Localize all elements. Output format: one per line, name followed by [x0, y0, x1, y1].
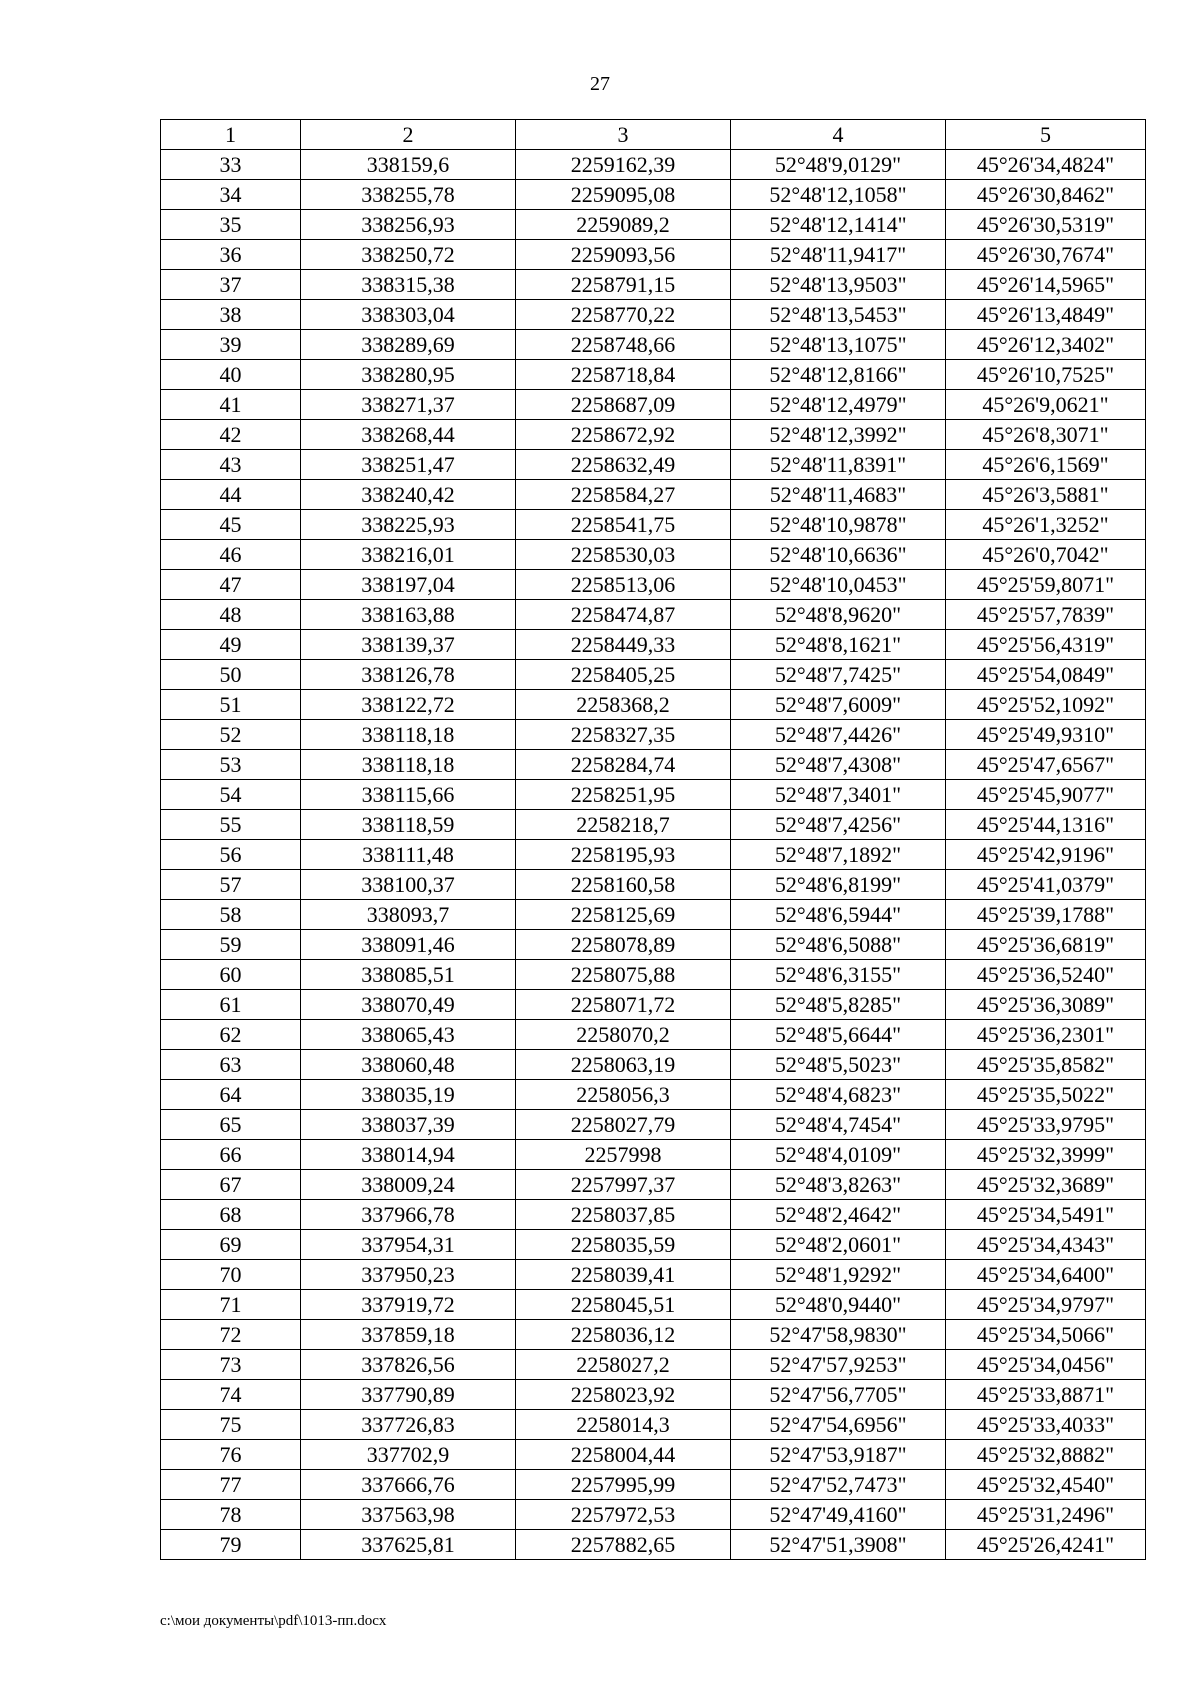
- x-coordinate-cell: 338256,93: [301, 210, 516, 240]
- latitude-cell: 52°48'12,8166": [731, 360, 946, 390]
- point-number-cell: 75: [161, 1410, 301, 1440]
- table-row: [161, 960, 1146, 990]
- point-number-cell: 47: [161, 570, 301, 600]
- y-coordinate-cell: 2258530,03: [516, 540, 731, 570]
- table-row: [161, 900, 1146, 930]
- point-number-cell: 35: [161, 210, 301, 240]
- latitude-cell: 52°48'5,6644": [731, 1020, 946, 1050]
- point-number-cell: 59: [161, 930, 301, 960]
- longitude-cell: 45°25'34,5491": [946, 1200, 1146, 1230]
- latitude-cell: 52°47'56,7705": [731, 1380, 946, 1410]
- table-row: [161, 240, 1146, 270]
- x-coordinate-cell: 337702,9: [301, 1440, 516, 1470]
- longitude-cell: 45°26'3,5881": [946, 480, 1146, 510]
- point-number-cell: 38: [161, 300, 301, 330]
- table-row: [161, 750, 1146, 780]
- longitude-cell: 45°25'36,5240": [946, 960, 1146, 990]
- latitude-cell: 52°47'53,9187": [731, 1440, 946, 1470]
- y-coordinate-cell: 2258027,2: [516, 1350, 731, 1380]
- y-coordinate-cell: 2258195,93: [516, 840, 731, 870]
- latitude-cell: 52°48'13,5453": [731, 300, 946, 330]
- point-number-cell: 52: [161, 720, 301, 750]
- y-coordinate-cell: 2258251,95: [516, 780, 731, 810]
- x-coordinate-cell: 338115,66: [301, 780, 516, 810]
- latitude-cell: 52°48'9,0129": [731, 150, 946, 180]
- x-coordinate-cell: 337726,83: [301, 1410, 516, 1440]
- table-row: [161, 360, 1146, 390]
- table-row: [161, 1140, 1146, 1170]
- y-coordinate-cell: 2258063,19: [516, 1050, 731, 1080]
- table-row: [161, 180, 1146, 210]
- point-number-cell: 34: [161, 180, 301, 210]
- x-coordinate-cell: 337919,72: [301, 1290, 516, 1320]
- column-header-point: 1: [161, 120, 301, 150]
- latitude-cell: 52°48'7,3401": [731, 780, 946, 810]
- longitude-cell: 45°25'36,2301": [946, 1020, 1146, 1050]
- y-coordinate-cell: 2258023,92: [516, 1380, 731, 1410]
- point-number-cell: 67: [161, 1170, 301, 1200]
- latitude-cell: 52°48'5,5023": [731, 1050, 946, 1080]
- table-row: [161, 540, 1146, 570]
- x-coordinate-cell: 338216,01: [301, 540, 516, 570]
- column-header-longitude: 5: [946, 120, 1146, 150]
- table-row: [161, 1170, 1146, 1200]
- x-coordinate-cell: 338091,46: [301, 930, 516, 960]
- latitude-cell: 52°48'10,0453": [731, 570, 946, 600]
- longitude-cell: 45°25'34,5066": [946, 1320, 1146, 1350]
- latitude-cell: 52°47'49,4160": [731, 1500, 946, 1530]
- table-row: [161, 810, 1146, 840]
- point-number-cell: 55: [161, 810, 301, 840]
- y-coordinate-cell: 2258125,69: [516, 900, 731, 930]
- latitude-cell: 52°48'12,4979": [731, 390, 946, 420]
- table-row: [161, 990, 1146, 1020]
- x-coordinate-cell: 338303,04: [301, 300, 516, 330]
- table-row: [161, 480, 1146, 510]
- point-number-cell: 68: [161, 1200, 301, 1230]
- x-coordinate-cell: 338271,37: [301, 390, 516, 420]
- table-row: [161, 330, 1146, 360]
- y-coordinate-cell: 2259095,08: [516, 180, 731, 210]
- table-row: [161, 780, 1146, 810]
- latitude-cell: 52°48'7,4426": [731, 720, 946, 750]
- table-row: [161, 690, 1146, 720]
- y-coordinate-cell: 2258748,66: [516, 330, 731, 360]
- point-number-cell: 60: [161, 960, 301, 990]
- y-coordinate-cell: 2258770,22: [516, 300, 731, 330]
- longitude-cell: 45°26'30,5319": [946, 210, 1146, 240]
- x-coordinate-cell: 338159,6: [301, 150, 516, 180]
- point-number-cell: 64: [161, 1080, 301, 1110]
- x-coordinate-cell: 338035,19: [301, 1080, 516, 1110]
- table-row: [161, 570, 1146, 600]
- table-header-row: [161, 120, 1146, 150]
- point-number-cell: 42: [161, 420, 301, 450]
- point-number-cell: 49: [161, 630, 301, 660]
- latitude-cell: 52°48'6,5088": [731, 930, 946, 960]
- coordinates-table: [160, 119, 1146, 1560]
- point-number-cell: 44: [161, 480, 301, 510]
- longitude-cell: 45°25'26,4241": [946, 1530, 1146, 1560]
- point-number-cell: 69: [161, 1230, 301, 1260]
- x-coordinate-cell: 338240,42: [301, 480, 516, 510]
- latitude-cell: 52°48'7,7425": [731, 660, 946, 690]
- x-coordinate-cell: 337625,81: [301, 1530, 516, 1560]
- latitude-cell: 52°48'11,8391": [731, 450, 946, 480]
- table-row: [161, 1440, 1146, 1470]
- longitude-cell: 45°26'9,0621": [946, 390, 1146, 420]
- longitude-cell: 45°25'33,9795": [946, 1110, 1146, 1140]
- point-number-cell: 70: [161, 1260, 301, 1290]
- latitude-cell: 52°48'4,0109": [731, 1140, 946, 1170]
- y-coordinate-cell: 2258672,92: [516, 420, 731, 450]
- longitude-cell: 45°25'59,8071": [946, 570, 1146, 600]
- table-row: [161, 1350, 1146, 1380]
- longitude-cell: 45°25'52,1092": [946, 690, 1146, 720]
- x-coordinate-cell: 337966,78: [301, 1200, 516, 1230]
- footer-file-path: c:\мои документы\pdf\1013-пп.docx: [160, 1613, 387, 1629]
- y-coordinate-cell: 2259162,39: [516, 150, 731, 180]
- latitude-cell: 52°48'3,8263": [731, 1170, 946, 1200]
- longitude-cell: 45°25'33,8871": [946, 1380, 1146, 1410]
- longitude-cell: 45°25'34,4343": [946, 1230, 1146, 1260]
- y-coordinate-cell: 2257995,99: [516, 1470, 731, 1500]
- y-coordinate-cell: 2258513,06: [516, 570, 731, 600]
- longitude-cell: 45°25'32,3689": [946, 1170, 1146, 1200]
- point-number-cell: 61: [161, 990, 301, 1020]
- x-coordinate-cell: 338014,94: [301, 1140, 516, 1170]
- y-coordinate-cell: 2258045,51: [516, 1290, 731, 1320]
- latitude-cell: 52°48'6,8199": [731, 870, 946, 900]
- y-coordinate-cell: 2258284,74: [516, 750, 731, 780]
- x-coordinate-cell: 337826,56: [301, 1350, 516, 1380]
- table-row: [161, 450, 1146, 480]
- point-number-cell: 39: [161, 330, 301, 360]
- x-coordinate-cell: 338280,95: [301, 360, 516, 390]
- latitude-cell: 52°48'12,1058": [731, 180, 946, 210]
- longitude-cell: 45°25'34,0456": [946, 1350, 1146, 1380]
- y-coordinate-cell: 2258004,44: [516, 1440, 731, 1470]
- table-row: [161, 660, 1146, 690]
- table-row: [161, 1470, 1146, 1500]
- point-number-cell: 46: [161, 540, 301, 570]
- table-row: [161, 150, 1146, 180]
- point-number-cell: 53: [161, 750, 301, 780]
- page-number: 27: [590, 73, 610, 95]
- x-coordinate-cell: 338037,39: [301, 1110, 516, 1140]
- x-coordinate-cell: 338093,7: [301, 900, 516, 930]
- point-number-cell: 62: [161, 1020, 301, 1050]
- y-coordinate-cell: 2258160,58: [516, 870, 731, 900]
- longitude-cell: 45°26'30,7674": [946, 240, 1146, 270]
- point-number-cell: 74: [161, 1380, 301, 1410]
- x-coordinate-cell: 338009,24: [301, 1170, 516, 1200]
- table-row: [161, 1200, 1146, 1230]
- x-coordinate-cell: 338085,51: [301, 960, 516, 990]
- latitude-cell: 52°47'52,7473": [731, 1470, 946, 1500]
- point-number-cell: 43: [161, 450, 301, 480]
- point-number-cell: 66: [161, 1140, 301, 1170]
- longitude-cell: 45°25'31,2496": [946, 1500, 1146, 1530]
- y-coordinate-cell: 2257972,53: [516, 1500, 731, 1530]
- y-coordinate-cell: 2257998: [516, 1140, 731, 1170]
- table-row: [161, 420, 1146, 450]
- point-number-cell: 73: [161, 1350, 301, 1380]
- latitude-cell: 52°48'1,9292": [731, 1260, 946, 1290]
- table-row: [161, 1380, 1146, 1410]
- y-coordinate-cell: 2258071,72: [516, 990, 731, 1020]
- y-coordinate-cell: 2258014,3: [516, 1410, 731, 1440]
- point-number-cell: 45: [161, 510, 301, 540]
- longitude-cell: 45°25'45,9077": [946, 780, 1146, 810]
- latitude-cell: 52°48'13,9503": [731, 270, 946, 300]
- point-number-cell: 40: [161, 360, 301, 390]
- x-coordinate-cell: 338118,18: [301, 750, 516, 780]
- latitude-cell: 52°48'7,4308": [731, 750, 946, 780]
- x-coordinate-cell: 338100,37: [301, 870, 516, 900]
- y-coordinate-cell: 2258027,79: [516, 1110, 731, 1140]
- table-row: [161, 510, 1146, 540]
- longitude-cell: 45°25'54,0849": [946, 660, 1146, 690]
- longitude-cell: 45°26'8,3071": [946, 420, 1146, 450]
- longitude-cell: 45°25'33,4033": [946, 1410, 1146, 1440]
- longitude-cell: 45°25'35,8582": [946, 1050, 1146, 1080]
- y-coordinate-cell: 2257882,65: [516, 1530, 731, 1560]
- longitude-cell: 45°25'36,3089": [946, 990, 1146, 1020]
- y-coordinate-cell: 2258449,33: [516, 630, 731, 660]
- longitude-cell: 45°26'13,4849": [946, 300, 1146, 330]
- longitude-cell: 45°25'47,6567": [946, 750, 1146, 780]
- longitude-cell: 45°25'42,9196": [946, 840, 1146, 870]
- latitude-cell: 52°48'4,6823": [731, 1080, 946, 1110]
- table-row: [161, 630, 1146, 660]
- longitude-cell: 45°25'32,4540": [946, 1470, 1146, 1500]
- longitude-cell: 45°25'49,9310": [946, 720, 1146, 750]
- table-row: [161, 270, 1146, 300]
- longitude-cell: 45°25'44,1316": [946, 810, 1146, 840]
- longitude-cell: 45°25'57,7839": [946, 600, 1146, 630]
- x-coordinate-cell: 337950,23: [301, 1260, 516, 1290]
- y-coordinate-cell: 2257997,37: [516, 1170, 731, 1200]
- latitude-cell: 52°48'7,6009": [731, 690, 946, 720]
- point-number-cell: 50: [161, 660, 301, 690]
- x-coordinate-cell: 338250,72: [301, 240, 516, 270]
- table-row: [161, 390, 1146, 420]
- y-coordinate-cell: 2258474,87: [516, 600, 731, 630]
- y-coordinate-cell: 2258037,85: [516, 1200, 731, 1230]
- point-number-cell: 58: [161, 900, 301, 930]
- x-coordinate-cell: 337563,98: [301, 1500, 516, 1530]
- latitude-cell: 52°48'8,1621": [731, 630, 946, 660]
- y-coordinate-cell: 2258070,2: [516, 1020, 731, 1050]
- longitude-cell: 45°26'0,7042": [946, 540, 1146, 570]
- latitude-cell: 52°48'12,3992": [731, 420, 946, 450]
- y-coordinate-cell: 2258541,75: [516, 510, 731, 540]
- point-number-cell: 65: [161, 1110, 301, 1140]
- y-coordinate-cell: 2258218,7: [516, 810, 731, 840]
- y-coordinate-cell: 2258718,84: [516, 360, 731, 390]
- table-body: [161, 150, 1146, 1560]
- table-row: [161, 1290, 1146, 1320]
- longitude-cell: 45°25'35,5022": [946, 1080, 1146, 1110]
- longitude-cell: 45°25'41,0379": [946, 870, 1146, 900]
- point-number-cell: 72: [161, 1320, 301, 1350]
- table-row: [161, 210, 1146, 240]
- x-coordinate-cell: 337666,76: [301, 1470, 516, 1500]
- point-number-cell: 56: [161, 840, 301, 870]
- latitude-cell: 52°48'2,0601": [731, 1230, 946, 1260]
- point-number-cell: 78: [161, 1500, 301, 1530]
- table-row: [161, 930, 1146, 960]
- longitude-cell: 45°25'32,8882": [946, 1440, 1146, 1470]
- latitude-cell: 52°48'6,5944": [731, 900, 946, 930]
- latitude-cell: 52°48'11,9417": [731, 240, 946, 270]
- y-coordinate-cell: 2258039,41: [516, 1260, 731, 1290]
- longitude-cell: 45°25'32,3999": [946, 1140, 1146, 1170]
- latitude-cell: 52°48'13,1075": [731, 330, 946, 360]
- x-coordinate-cell: 338268,44: [301, 420, 516, 450]
- point-number-cell: 63: [161, 1050, 301, 1080]
- latitude-cell: 52°48'6,3155": [731, 960, 946, 990]
- table-row: [161, 870, 1146, 900]
- table-row: [161, 300, 1146, 330]
- point-number-cell: 36: [161, 240, 301, 270]
- point-number-cell: 48: [161, 600, 301, 630]
- x-coordinate-cell: 338197,04: [301, 570, 516, 600]
- x-coordinate-cell: 338163,88: [301, 600, 516, 630]
- y-coordinate-cell: 2258327,35: [516, 720, 731, 750]
- column-header-y: 3: [516, 120, 731, 150]
- latitude-cell: 52°48'10,9878": [731, 510, 946, 540]
- y-coordinate-cell: 2259093,56: [516, 240, 731, 270]
- longitude-cell: 45°26'30,8462": [946, 180, 1146, 210]
- point-number-cell: 37: [161, 270, 301, 300]
- latitude-cell: 52°48'11,4683": [731, 480, 946, 510]
- y-coordinate-cell: 2258056,3: [516, 1080, 731, 1110]
- x-coordinate-cell: 338225,93: [301, 510, 516, 540]
- table-row: [161, 600, 1146, 630]
- point-number-cell: 71: [161, 1290, 301, 1320]
- table-row: [161, 1260, 1146, 1290]
- y-coordinate-cell: 2258035,59: [516, 1230, 731, 1260]
- point-number-cell: 41: [161, 390, 301, 420]
- latitude-cell: 52°47'57,9253": [731, 1350, 946, 1380]
- x-coordinate-cell: 338139,37: [301, 630, 516, 660]
- latitude-cell: 52°48'8,9620": [731, 600, 946, 630]
- y-coordinate-cell: 2259089,2: [516, 210, 731, 240]
- table-row: [161, 1050, 1146, 1080]
- column-header-x: 2: [301, 120, 516, 150]
- table-row: [161, 1080, 1146, 1110]
- table-row: [161, 840, 1146, 870]
- y-coordinate-cell: 2258632,49: [516, 450, 731, 480]
- table-row: [161, 1230, 1146, 1260]
- longitude-cell: 45°26'10,7525": [946, 360, 1146, 390]
- longitude-cell: 45°26'1,3252": [946, 510, 1146, 540]
- y-coordinate-cell: 2258078,89: [516, 930, 731, 960]
- longitude-cell: 45°25'34,9797": [946, 1290, 1146, 1320]
- latitude-cell: 52°48'2,4642": [731, 1200, 946, 1230]
- y-coordinate-cell: 2258584,27: [516, 480, 731, 510]
- longitude-cell: 45°25'36,6819": [946, 930, 1146, 960]
- latitude-cell: 52°48'5,8285": [731, 990, 946, 1020]
- x-coordinate-cell: 337954,31: [301, 1230, 516, 1260]
- point-number-cell: 76: [161, 1440, 301, 1470]
- longitude-cell: 45°25'56,4319": [946, 630, 1146, 660]
- table-row: [161, 1020, 1146, 1050]
- x-coordinate-cell: 337859,18: [301, 1320, 516, 1350]
- x-coordinate-cell: 338251,47: [301, 450, 516, 480]
- x-coordinate-cell: 338065,43: [301, 1020, 516, 1050]
- x-coordinate-cell: 338070,49: [301, 990, 516, 1020]
- y-coordinate-cell: 2258687,09: [516, 390, 731, 420]
- x-coordinate-cell: 337790,89: [301, 1380, 516, 1410]
- latitude-cell: 52°48'0,9440": [731, 1290, 946, 1320]
- x-coordinate-cell: 338289,69: [301, 330, 516, 360]
- point-number-cell: 33: [161, 150, 301, 180]
- point-number-cell: 51: [161, 690, 301, 720]
- x-coordinate-cell: 338118,59: [301, 810, 516, 840]
- y-coordinate-cell: 2258036,12: [516, 1320, 731, 1350]
- longitude-cell: 45°25'39,1788": [946, 900, 1146, 930]
- latitude-cell: 52°47'54,6956": [731, 1410, 946, 1440]
- table-row: [161, 1410, 1146, 1440]
- x-coordinate-cell: 338111,48: [301, 840, 516, 870]
- table-row: [161, 1110, 1146, 1140]
- point-number-cell: 79: [161, 1530, 301, 1560]
- y-coordinate-cell: 2258075,88: [516, 960, 731, 990]
- point-number-cell: 54: [161, 780, 301, 810]
- x-coordinate-cell: 338118,18: [301, 720, 516, 750]
- longitude-cell: 45°26'12,3402": [946, 330, 1146, 360]
- latitude-cell: 52°48'4,7454": [731, 1110, 946, 1140]
- longitude-cell: 45°26'34,4824": [946, 150, 1146, 180]
- latitude-cell: 52°48'10,6636": [731, 540, 946, 570]
- table-row: [161, 1320, 1146, 1350]
- point-number-cell: 77: [161, 1470, 301, 1500]
- latitude-cell: 52°47'58,9830": [731, 1320, 946, 1350]
- latitude-cell: 52°48'7,1892": [731, 840, 946, 870]
- y-coordinate-cell: 2258791,15: [516, 270, 731, 300]
- table-row: [161, 1500, 1146, 1530]
- longitude-cell: 45°26'14,5965": [946, 270, 1146, 300]
- x-coordinate-cell: 338315,38: [301, 270, 516, 300]
- x-coordinate-cell: 338122,72: [301, 690, 516, 720]
- longitude-cell: 45°26'6,1569": [946, 450, 1146, 480]
- x-coordinate-cell: 338255,78: [301, 180, 516, 210]
- latitude-cell: 52°48'12,1414": [731, 210, 946, 240]
- y-coordinate-cell: 2258368,2: [516, 690, 731, 720]
- column-header-latitude: 4: [731, 120, 946, 150]
- latitude-cell: 52°47'51,3908": [731, 1530, 946, 1560]
- table-row: [161, 720, 1146, 750]
- latitude-cell: 52°48'7,4256": [731, 810, 946, 840]
- x-coordinate-cell: 338126,78: [301, 660, 516, 690]
- y-coordinate-cell: 2258405,25: [516, 660, 731, 690]
- table-row: [161, 1530, 1146, 1560]
- longitude-cell: 45°25'34,6400": [946, 1260, 1146, 1290]
- x-coordinate-cell: 338060,48: [301, 1050, 516, 1080]
- point-number-cell: 57: [161, 870, 301, 900]
